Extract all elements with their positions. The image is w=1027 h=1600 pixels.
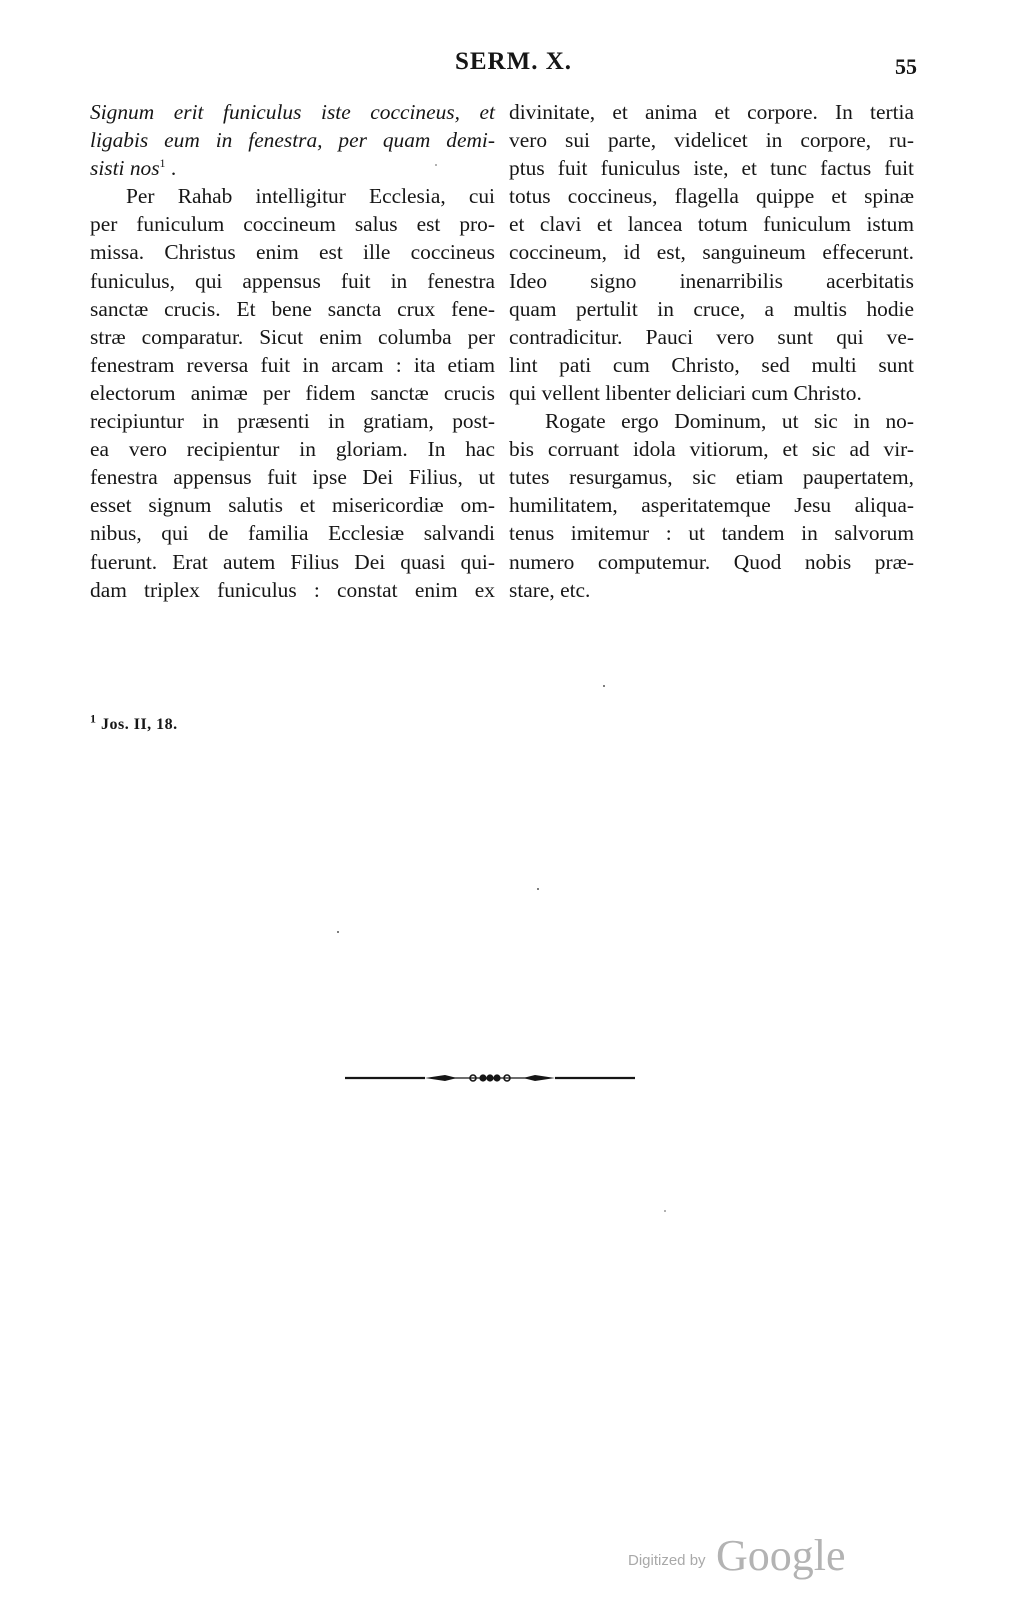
paragraph-line: fenestram reversa fuit in arcam : ita etiam [90, 352, 495, 377]
paragraph-line: et clavi et lancea totum funiculum istum [509, 212, 914, 237]
speck [337, 931, 339, 933]
paragraph-line: fenestra appensus fuit ipse Dei Filius, ut [90, 465, 495, 490]
paragraph-line: qui vellent libenter deliciari cum Christo. [509, 380, 862, 405]
digitized-label: Digitized by [628, 1552, 706, 1569]
paragraph-line: funiculus, qui appensus fuit in fenestra [90, 268, 495, 293]
paragraph-line: vero sui parte, videlicet in corpore, ru- [509, 128, 914, 153]
paragraph-line: divinitate, et anima et corpore. In tertia [509, 100, 914, 124]
paragraph-line: quam pertulit in cruce, a multis hodie [509, 296, 914, 321]
paragraph-line: contradicitur. Pauci vero sunt qui ve- [509, 324, 914, 349]
paragraph-line: nibus, qui de familia Ecclesiæ salvandi [90, 521, 495, 546]
speck [603, 685, 605, 687]
speck [435, 164, 437, 166]
paragraph-line: stræ comparatur. Sicut enim columba per [90, 324, 495, 349]
paragraph-line: ea vero recipientur in gloriam. In hac [90, 437, 495, 462]
paragraph-line: esset signum salutis et misericordiæ om- [90, 493, 495, 518]
paragraph-line: per funiculum coccineum salus est pro- [90, 212, 495, 237]
paragraph-line: dam triplex funiculus : constat enim ex [90, 577, 495, 602]
running-title: SERM. X. [454, 48, 573, 75]
paragraph-line: missa. Christus enim est ille coccineus [90, 240, 495, 265]
paragraph-line: Rogate ergo Dominum, ut sic in no- [545, 409, 914, 434]
paragraph-line: Per Rahab intelligitur Ecclesia, cui [126, 184, 495, 209]
paragraph-line: coccineum, id est, sanguineum effecerunt. [509, 240, 914, 265]
paragraph-line: electorum animæ per fidem sanctæ crucis [90, 380, 495, 405]
footnote [90, 711, 178, 734]
ornament-rule-icon [345, 1070, 635, 1086]
footnote-marker: 1 [90, 711, 97, 726]
paragraph-line: ptus fuit funiculus iste, et tunc factus fuit [509, 156, 914, 181]
paragraph-line: numero computemur. Quod nobis præ- [509, 549, 914, 574]
quote-line: sisti nos [90, 156, 160, 181]
quote-line: ligabis eum in fenestra, per quam demi- [90, 128, 495, 153]
paragraph-line: stare, etc. [509, 577, 591, 602]
quote-line: Signum erit funiculus iste coccineus, et [90, 100, 495, 124]
footnote-text: Jos. II, 18. [101, 716, 178, 733]
paragraph-line: recipiuntur in præsenti in gratiam, post- [90, 409, 495, 434]
paragraph-line: tutes resurgamus, sic etiam paupertatem, [509, 465, 914, 490]
speck [537, 888, 539, 890]
paragraph-line: fuerunt. Erat autem Filius Dei quasi qui- [90, 549, 495, 574]
paragraph-line: tenus imitemur : ut tandem in salvorum [509, 521, 914, 546]
paragraph-line: totus coccineus, flagella quippe et spinæ [509, 184, 914, 209]
paragraph-line: sanctæ crucis. Et bene sancta crux fene- [90, 296, 495, 321]
left-column [90, 98, 495, 604]
google-logo: Google [716, 1531, 846, 1580]
paragraph-line: lint pati cum Christo, sed multi sunt [509, 352, 914, 377]
page-number: 55 [895, 54, 917, 79]
quote-line-with-note: sisti nos$^1$ . [90, 156, 177, 181]
paragraph-line: bis corruant idola vitiorum, et sic ad vir- [509, 437, 914, 462]
speck [664, 1210, 666, 1212]
right-column [509, 98, 914, 604]
paragraph-line: humilitatem, asperitatemque Jesu aliqua- [509, 493, 914, 518]
paragraph-line: Ideo signo inenarribilis acerbitatis [509, 268, 914, 293]
footnote-reference: 1 [159, 156, 166, 171]
